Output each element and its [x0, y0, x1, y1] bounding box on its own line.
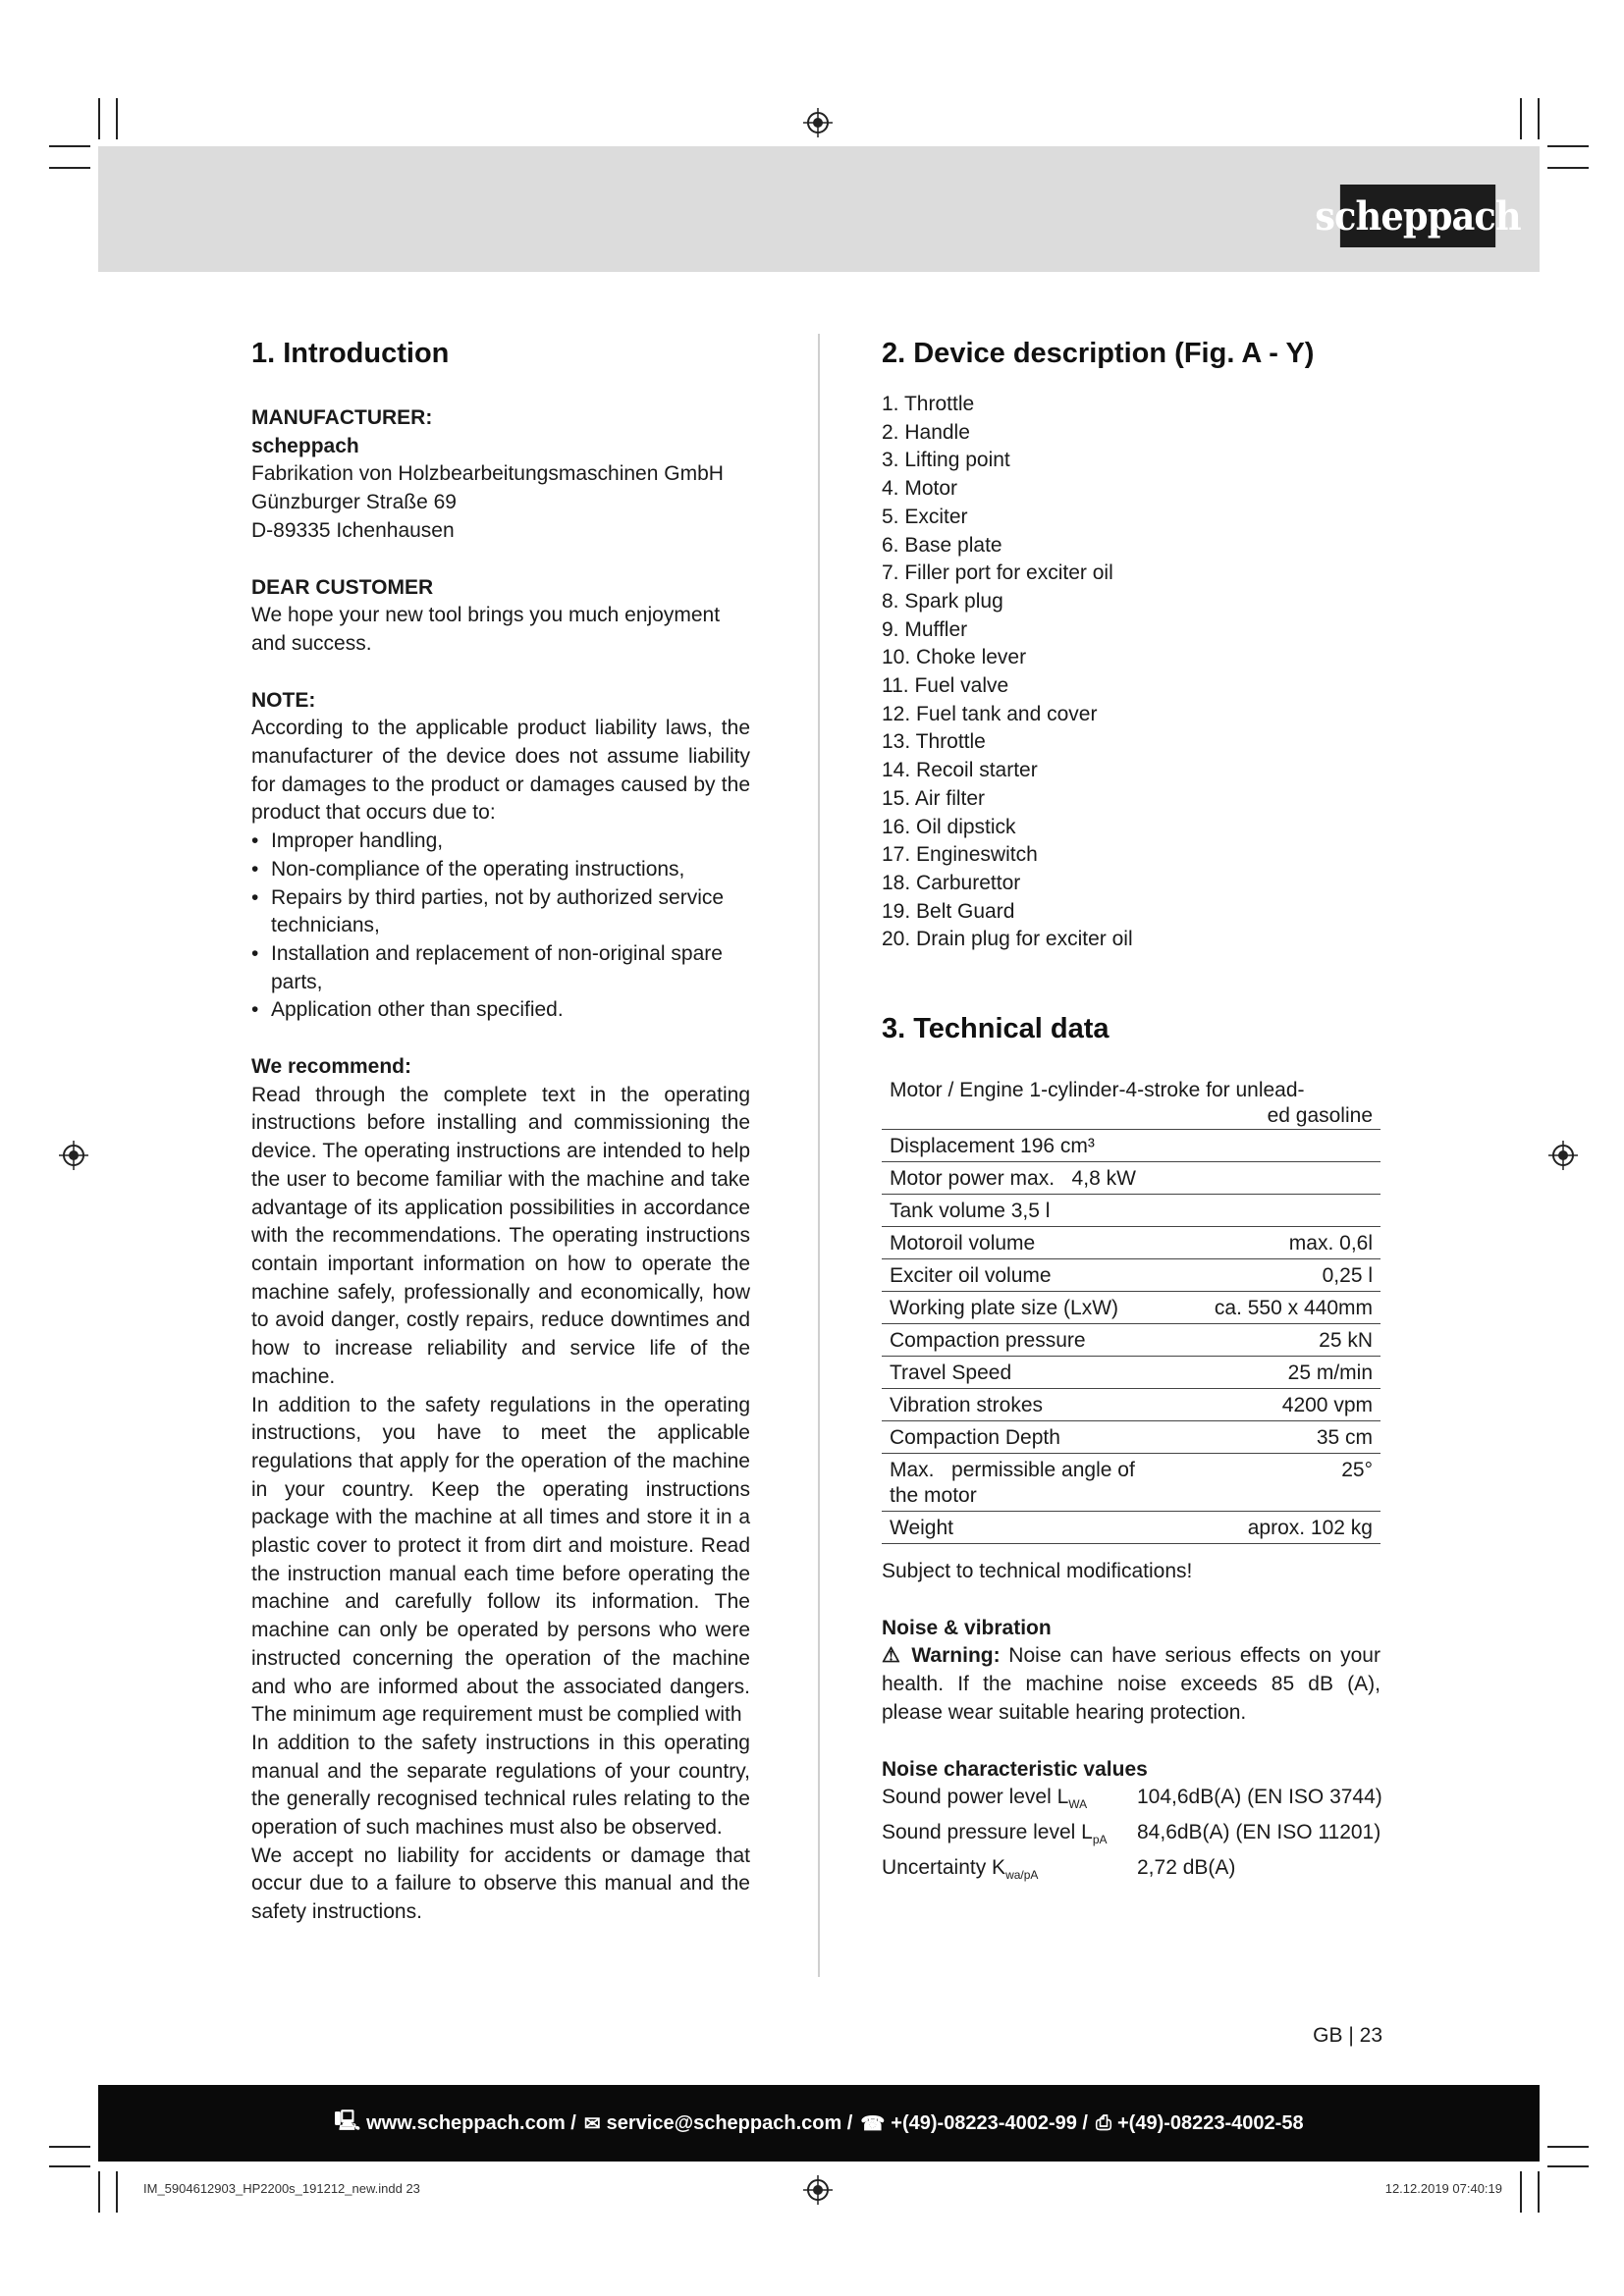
table-cell-label: Displacement 196 cm³	[890, 1135, 1095, 1157]
list-item: • Installation and replacement of non-original spare parts,	[251, 940, 750, 996]
crop-mark	[1547, 2146, 1589, 2148]
paragraph: In addition to the safety instructions in this operating manual and the separate regulations of your country, the generally recognised technical rules relating to the operation of such machines must also be observed.	[251, 1731, 750, 1840]
crop-mark	[1547, 2165, 1589, 2167]
list-item: 1. Throttle	[882, 393, 975, 415]
list-item: • Non-compliance of the operating instructions,	[251, 856, 750, 884]
table-cell-label: Working plate size (LxW)	[890, 1297, 1119, 1319]
crop-mark	[1538, 98, 1540, 139]
crop-mark	[116, 2171, 118, 2213]
table-row	[882, 1357, 1380, 1389]
table-cell-value: 25°	[1341, 1459, 1373, 1481]
crop-mark	[49, 167, 90, 169]
table-cell-label: Motoroil volume	[890, 1232, 1036, 1255]
table-cell-value	[1144, 1195, 1380, 1227]
noise-label: Sound power level L	[882, 1786, 1069, 1809]
section-title: 1. Introduction	[251, 338, 450, 369]
table-row	[882, 1195, 1380, 1227]
file-slug: IM_5904612903_HP2200s_191212_new.indd 23	[143, 2181, 420, 2196]
motor-line: Motor / Engine 1-cylinder-4-stroke for unlead-	[890, 1079, 1305, 1101]
dear-customer-text: We hope your new tool brings you much enjoyment and success.	[251, 604, 721, 655]
list-item: • Repairs by third parties, not by authorized service technicians,	[251, 884, 750, 940]
table-cell-label: Vibration strokes	[890, 1394, 1044, 1416]
warning-body: Noise can have serious effects on your health. If the machine noise exceeds 85 dB (A), please wear suitable hearing protection.	[882, 1644, 1380, 1724]
fax-number: +(49)-08223-4002-58	[1116, 2111, 1304, 2134]
list-item: 6. Base plate	[882, 533, 1002, 557]
device-description-section	[882, 336, 1392, 954]
list-item: • Improper handling,	[251, 828, 750, 856]
list-item: 5. Exciter	[882, 505, 968, 528]
footer-contact-bar	[98, 2085, 1540, 2162]
table-cell-label: Compaction pressure	[890, 1329, 1086, 1352]
noise-value-row	[882, 1784, 1392, 1819]
table-row	[882, 1512, 1380, 1544]
paragraph: We accept no liability for accidents or damage that occur due to a failure to observe this manual and the safety instructions.	[251, 1843, 750, 1924]
list-item: 15. Air filter	[882, 786, 986, 810]
noise-value: 84,6dB(A) (EN ISO 11201)	[1137, 1821, 1381, 1844]
recommend-label: We recommend:	[251, 1055, 411, 1079]
list-item: 14. Recoil starter	[882, 759, 1038, 782]
table-row	[882, 1454, 1380, 1512]
crop-mark	[116, 98, 118, 139]
registration-mark-icon	[803, 2175, 833, 2205]
technical-data-section	[882, 1011, 1392, 1890]
technical-data-table	[882, 1130, 1380, 1544]
table-row	[882, 1162, 1380, 1195]
table-row	[882, 1227, 1380, 1259]
section-title: 3. Technical data	[882, 1013, 1110, 1044]
crop-mark	[1547, 167, 1589, 169]
list-item: 18. Carburettor	[882, 871, 1021, 894]
table-cell-label: Weight	[890, 1517, 953, 1539]
list-item: 11. Fuel valve	[882, 674, 1009, 698]
table-cell-value: aprox. 102 kg	[1247, 1517, 1373, 1539]
table-cell-label: Travel Speed	[890, 1362, 1012, 1384]
list-item: 7. Filler port for exciter oil	[882, 561, 1113, 585]
crop-mark	[1520, 2171, 1522, 2213]
table-row	[882, 1259, 1380, 1292]
manufacturer-name: scheppach	[251, 434, 359, 457]
table-cell-value: 0,25 l	[1322, 1264, 1373, 1287]
list-item: 8. Spark plug	[882, 589, 1003, 613]
list-item: 17. Engineswitch	[882, 843, 1038, 867]
paragraph: In addition to the safety regulations in the operating instructions, you have to meet the applicable regulations that apply for the operation of the machine in your country. Keep the operating instructions package with the machine at all times and store it in a plastic cover to protect it from dirt and moisture. Read the instruction manual each time before operating the machine and carefully follow its information. The machine can only be operated by persons who were instructed concerning the operation of the machine and who are informed about the associated dangers. The minimum age requirement must be complied with	[251, 1393, 750, 1727]
table-cell-value: max. 0,6l	[1288, 1232, 1373, 1255]
registration-mark-icon	[803, 108, 833, 137]
table-cell-label: Max. permissible angle of the motor	[890, 1459, 1141, 1507]
table-row	[882, 1130, 1380, 1162]
table-row	[882, 1292, 1380, 1324]
table-cell-value	[1144, 1130, 1380, 1162]
column-divider	[818, 334, 820, 1977]
table-row	[882, 1421, 1380, 1454]
noise-label-wrap	[882, 1784, 1137, 1819]
noise-vibration-label: Noise & vibration	[882, 1616, 1052, 1639]
address-line: Günzburger Straße 69	[251, 491, 457, 514]
list-item: 3. Lifting point	[882, 449, 1010, 472]
fax-icon: ⎙	[1095, 2111, 1111, 2134]
subject-note: Subject to technical modifications!	[882, 1560, 1193, 1582]
table-row	[882, 1389, 1380, 1421]
table-cell-value: 25 kN	[1319, 1329, 1373, 1352]
list-item: 16. Oil dipstick	[882, 815, 1016, 838]
email-link[interactable]: service@scheppach.com /	[606, 2111, 853, 2134]
note-bullet-list	[251, 828, 750, 1025]
address-line: D-89335 Ichenhausen	[251, 518, 455, 542]
list-item: 12. Fuel tank and cover	[882, 702, 1098, 725]
crop-mark	[98, 98, 100, 139]
list-item: 9. Muffler	[882, 617, 968, 641]
page-number: GB | 23	[1313, 2024, 1382, 2047]
section-title: 2. Device description (Fig. A - Y)	[882, 338, 1315, 369]
crop-mark	[49, 2165, 90, 2167]
table-cell-label: Exciter oil volume	[890, 1264, 1052, 1287]
list-item: 19. Belt Guard	[882, 899, 1015, 923]
noise-label: Sound pressure level L	[882, 1821, 1093, 1844]
table-cell-value: 35 cm	[1316, 1426, 1373, 1449]
table-cell-value: ca. 550 x 440mm	[1214, 1297, 1373, 1319]
dear-customer-label: DEAR CUSTOMER	[251, 575, 434, 599]
warning-icon: ⚠	[882, 1644, 912, 1668]
list-item: 10. Choke lever	[882, 646, 1027, 669]
manufacturer-label: MANUFACTURER:	[251, 406, 433, 429]
computer-icon: 🖳	[334, 2110, 361, 2132]
phone-number: +(49)-08223-4002-99 /	[891, 2111, 1088, 2134]
website-link[interactable]: www.scheppach.com /	[366, 2111, 576, 2134]
crop-mark	[98, 2171, 100, 2213]
paragraph: Read through the complete text in the operating instructions before installing and commissioning the device. The operating instructions are intended to help the user to become familiar with the machine and take advantage of its application possibilities in accordance with the recommendations. The operating instructions contain important information on how to operate the machine safely, professionally and economically, how to avoid danger, costly repairs, reduce downtimes and how to increase reliability and service life of the machine.	[251, 1083, 750, 1388]
noise-subscript: pA	[1092, 1833, 1108, 1847]
crop-mark	[49, 145, 90, 147]
noise-value-row	[882, 1854, 1392, 1890]
table-cell-value: 4200 vpm	[1281, 1394, 1373, 1416]
crop-mark	[1520, 98, 1522, 139]
motor-row	[882, 1078, 1380, 1130]
list-item: 13. Throttle	[882, 730, 986, 754]
noise-subscript: WA	[1068, 1797, 1088, 1812]
note-label: NOTE:	[251, 688, 316, 712]
table-cell-label: Tank volume 3,5 l	[890, 1200, 1051, 1222]
date-slug: 12.12.2019 07:40:19	[1384, 2181, 1502, 2196]
noise-subscript: wa/pA	[1005, 1868, 1039, 1883]
registration-mark-icon	[59, 1141, 88, 1170]
warning-text	[882, 1642, 1380, 1727]
list-item: 20. Drain plug for exciter oil	[882, 928, 1133, 951]
noise-value-row	[882, 1819, 1392, 1854]
parts-list	[882, 391, 1392, 954]
note-text: According to the applicable product liability laws, the manufacturer of the device does not assume liability for damages to the product or damages caused by the product that occurs due to:	[251, 717, 750, 825]
noise-value: 2,72 dB(A)	[1137, 1856, 1236, 1879]
registration-mark-icon	[1548, 1141, 1578, 1170]
list-item: 2. Handle	[882, 420, 970, 444]
noise-label-wrap	[882, 1854, 1137, 1890]
crop-mark	[1547, 145, 1589, 147]
crop-mark	[1538, 2171, 1540, 2213]
motor-line: ed gasoline	[1267, 1104, 1373, 1127]
table-cell-value: 25 m/min	[1287, 1362, 1373, 1384]
table-row	[882, 1324, 1380, 1357]
list-item: 4. Motor	[882, 477, 958, 501]
table-cell-label: Motor power max. 4,8 kW	[890, 1167, 1136, 1190]
noise-value: 104,6dB(A) (EN ISO 3744)	[1137, 1786, 1382, 1809]
crop-mark	[49, 2146, 90, 2148]
address-line: Fabrikation von Holzbearbeitungsmaschinen GmbH	[251, 462, 724, 486]
mail-icon: ✉	[583, 2112, 601, 2135]
noise-values-label: Noise characteristic values	[882, 1757, 1148, 1781]
noise-label-wrap	[882, 1819, 1137, 1854]
warning-label: Warning:	[911, 1644, 1001, 1668]
phone-icon: ☎	[860, 2112, 886, 2135]
introduction-section	[251, 336, 750, 1927]
table-cell-value	[1144, 1162, 1380, 1195]
noise-label: Uncertainty K	[882, 1856, 1006, 1879]
table-cell-label: Compaction Depth	[890, 1426, 1060, 1449]
brand-logo: scheppach	[1340, 185, 1495, 247]
list-item: • Application other than specified.	[251, 996, 750, 1025]
